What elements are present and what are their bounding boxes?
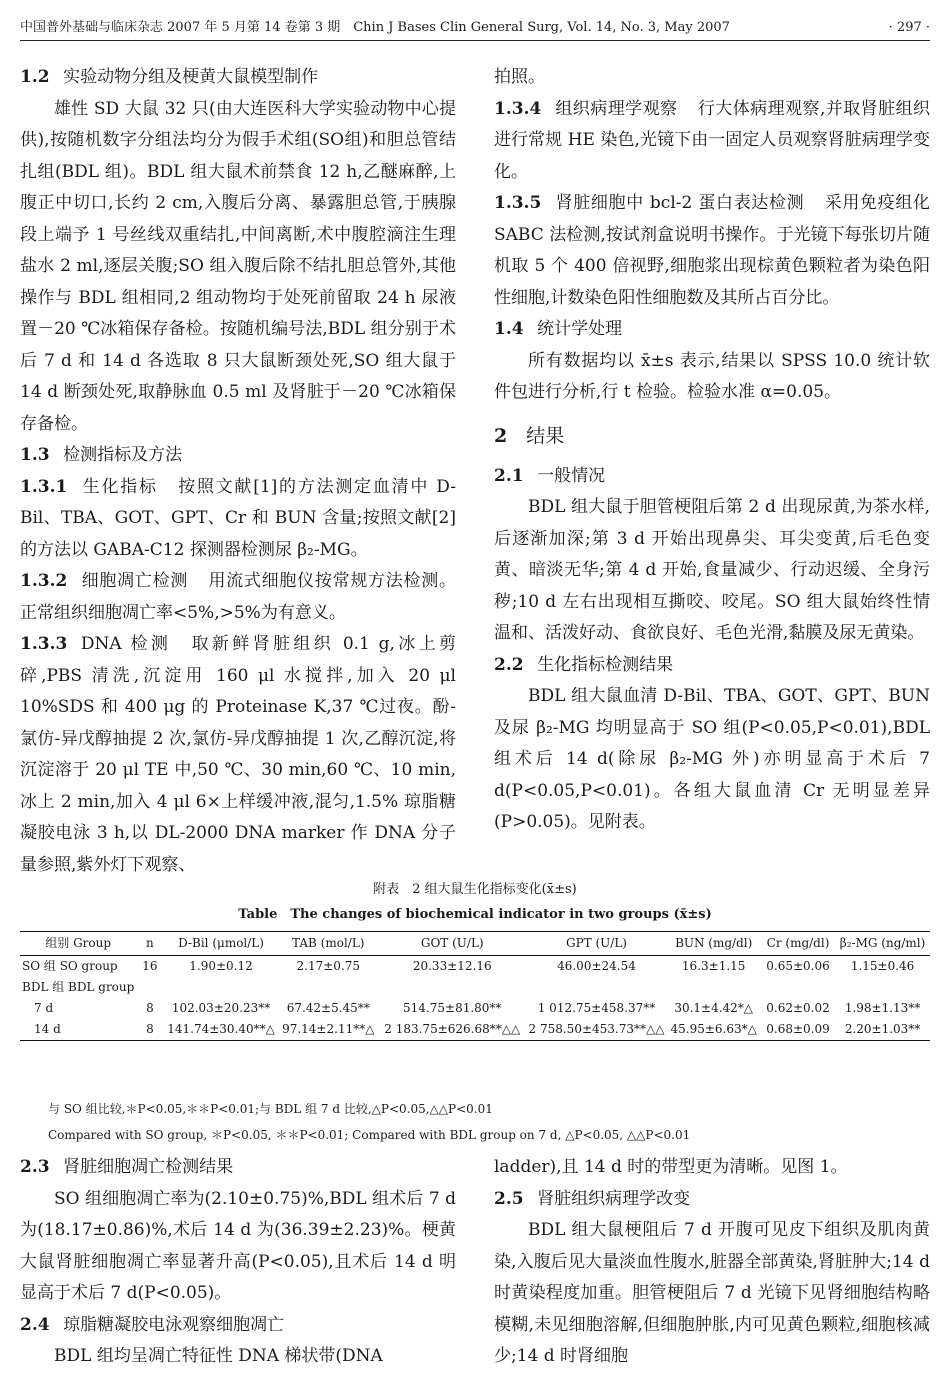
table-caption-cn: 附表 2 组大鼠生化指标变化(x̄±s) [373,882,577,897]
paragraph: 雄性 SD 大鼠 32 只(由大连医科大学实验动物中心提供),按随机数字分组法均分为假手术组(SO组)和胆总管结扎组(BDL 组)。BDL 组大鼠术前禁食 12 h,乙醚麻醉,上腹正中切口,长约 2 cm,入腹后分离、暴露胆总管,于胰腺段上端予 1 号丝线双重结扎,中间离断,术中腹腔滴注生理盐水 2 ml,逐层关腹;SO 组入腹后除不结扎胆总管外,其他操作与 BDL 组相同,2 组动物均于处死前留取 24 h 尿液置－20 ℃冰箱保存备检。按随机编号法,BDL 组分别于术后 7 d 和 14 d 各选取 8 只大鼠断颈处死,SO 组大鼠于 14 d 断颈处死,取静脉血 0.5 ml 及肾脏于－20 ℃冰箱保存备检。 [20,98,456,434]
table-cell: 0.68±0.09 [761,1019,835,1041]
section-heading [494,314,930,346]
table-cell: 8 [146,1001,154,1015]
table-cell: 1 012.75±458.37** [537,1001,656,1015]
section-heading [20,440,456,472]
section-number: 1.2 [20,67,50,87]
section-title: 实验动物分组及梗黄大鼠模型制作 [63,67,319,87]
section-number: 1.3.4 [494,98,542,119]
section-number: 1.3.1 [20,476,68,497]
paragraph: BDL 组大鼠血清 D-Bil、TBA、GOT、GPT、BUN 及尿 β₂-MG 均明显高于 SO 组(P<0.05,P<0.01),BDL 组术后 14 d(除尿 β₂-MG 外)亦明显高于术后 7 d(P<0.05,P<0.01)。各组大鼠血清 Cr 无明显差异(P>0.05)。见附表。 [494,686,930,832]
table-cell: 0.62±0.02 [766,1001,830,1015]
section-heading [494,1184,930,1216]
table-cell: 102.03±20.23** [171,1001,271,1015]
paragraph-continuation: 拍照。 [494,67,545,87]
column-left-bottom [20,1152,456,1373]
table-cell [279,977,378,998]
table-cell: 2 183.75±626.68**△△ [378,1019,527,1041]
table-cell: 514.75±81.80** [403,1001,502,1015]
section-number: 1.3.3 [20,634,68,654]
column-right-top [494,62,930,839]
paragraph: BDL 组大鼠于胆管梗阻后第 2 d 出现尿黄,为茶水样,后逐渐加深;第 3 d 开始出现鼻尖、耳尖变黄,后毛色变黄、暗淡无华;第 4 d 开始,食量减少、行动迟缓、全身污秽;10 d 左右出现相互撕咬、咬尾。SO 组大鼠始终性情温和、活泼好动、食欲良好、毛色光滑,黏膜及尿无黄染。 [494,497,930,643]
table-cell [666,977,760,998]
table-cell: 20.33±12.16 [412,959,492,973]
paragraph: BDL 组均呈凋亡特征性 DNA 梯状带(DNA [54,1346,383,1366]
column-header: GPT (U/L) [527,932,667,956]
subsection-paragraph [20,566,456,629]
paragraph: BDL 组大鼠梗阻后 7 d 开腹可见皮下组织及肌肉黄染,入腹后见大量淡血性腹水,脏器全部黄染,肾脏肿大;14 d 时黄染程度加重。胆管梗阻后 7 d 光镜下见肾细胞结构略模糊,未见细胞溶解,但细胞肿胀,内可见黄色颗粒,细胞核减少;14 d 时肾细胞 [494,1220,930,1366]
table-cell: 16 [142,959,158,973]
table-cell: 2.20±1.03** [835,1019,930,1041]
column-header: β₂-MG (ng/ml) [835,932,930,956]
subsection-text: 用流式细胞仪按常规方法检测。正常组织细胞凋亡率<5%,>5%为有意义。 [20,571,456,623]
section-number: 2.4 [20,1314,50,1335]
table-cell: 30.1±4.42*△ [674,1001,754,1015]
section-number: 2.2 [494,654,524,675]
section-number: 1.3 [20,445,50,465]
section-title: 检测指标及方法 [63,445,183,465]
column-header: Cr (mg/dl) [761,932,835,956]
column-header: BUN (mg/dl) [666,932,760,956]
section-title: 生化指标检测结果 [537,654,674,675]
subsection-paragraph [20,629,456,881]
section-number: 2.5 [494,1188,524,1209]
table-note-en: Compared with SO group, ＊P<0.05, ＊＊P<0.01; Compared with BDL group on 7 d, △P<0.05, △△P<0.01 [48,1128,691,1142]
table-cell [835,977,930,998]
table-cell: 16.3±1.15 [681,959,746,973]
table-row [20,956,930,978]
table-header-row [20,932,930,956]
table-cell [378,977,527,998]
paragraph: 所有数据均以 x̄±s 表示,结果以 SPSS 10.0 统计软件包进行分析,行 t 检验。检验水准 α=0.05。 [494,350,930,402]
table-cell: 97.14±2.11**△ [279,1019,378,1041]
column-left-top [20,62,456,881]
table-cell: 1.15±0.46 [850,959,915,973]
table-cell [136,977,163,998]
table-cell: 46.00±24.54 [557,959,636,973]
table-body [20,956,930,1041]
table-cell [164,977,279,998]
table-cell: BDL 组 BDL group [22,980,135,994]
column-header: 组别 Group [20,932,136,956]
table-cell: 2 758.50±453.73**△△ [527,1019,667,1041]
section-heading [20,1310,456,1342]
subsection-paragraph [494,188,930,314]
subsection-title: DNA 检测 [80,634,172,654]
table-row [20,1019,930,1041]
table-cell: 67.42±5.45** [286,1001,370,1015]
table-cell: 1.90±0.12 [189,959,253,973]
running-header [20,16,930,41]
table-cell [761,977,835,998]
section-title: 琼脂糖凝胶电泳观察细胞凋亡 [63,1314,285,1335]
table-cell: 2.17±0.75 [296,959,360,973]
table-cell: 141.74±30.40**△ [164,1019,279,1041]
section-title: 肾脏细胞凋亡检测结果 [63,1157,234,1177]
section-number: 2.1 [494,465,524,486]
section-title: 统计学处理 [537,319,623,339]
table-cell: SO 组 SO group [22,959,118,973]
subsection-text: 行大体病理观察,并取肾脏组织进行常规 HE 染色,光镜下由一固定人员观察肾脏病理学变化。 [494,98,931,182]
section-title: 肾脏组织病理学改变 [537,1188,691,1209]
major-heading [494,419,930,453]
section-number: 1.3.5 [494,193,542,213]
section-number: 1.4 [494,319,524,339]
subsection-text: 取新鲜肾脏组织 0.1 g,冰上剪碎,PBS 清洗,沉淀用 160 μl 水搅拌,加入 20 μl 10%SDS 和 400 μg 的 Proteinase K,37 ℃过夜。酚-氯仿-异戊醇抽提 2 次,氯仿-异戊醇抽提 1 次,乙醇沉淀,将沉淀溶于 20 μl TE 中,50 ℃、30 min,60 ℃、10 min,冰上 2 min,加入 4 μl 6×上样缓冲液,混匀,1.5% 琼脂糖凝胶电泳 3 h,以 DL-2000 DNA marker 作 DNA 分子量参照,紫外灯下观察、 [20,634,456,875]
section-number: 2.3 [20,1157,50,1177]
table-cell: 8 [136,1019,163,1041]
table-row [20,998,930,1019]
table-cell: 45.95±6.63*△ [666,1019,760,1041]
column-right-bottom [494,1152,930,1373]
page-number: · 297 · [888,20,930,35]
biochemical-indicator-table [20,931,930,1041]
paragraph: SO 组细胞凋亡率为(2.10±0.75)%,BDL 组术后 7 d 为(18.17±0.86)%,术后 14 d 为(36.39±2.23)%。梗黄大鼠肾脏细胞凋亡率显著升高(P<0.05),且术后 14 d 明显高于术后 7 d(P<0.05)。 [20,1188,456,1303]
subsection-paragraph [494,94,930,189]
table-row [20,977,930,998]
table-cell [527,977,667,998]
subsection-paragraph [20,472,456,567]
subsection-text: 采用免疫组化 SABC 法检测,按试剂盒说明书操作。于光镜下每张切片随机取 5 个 400 倍视野,细胞浆出现棕黄色颗粒者为染色阳性细胞,计数染色阳性细胞数及其所占百分比。 [494,193,930,308]
table-cell: 1.98±1.13** [844,1001,921,1015]
section-heading [20,1152,456,1184]
column-header: GOT (U/L) [378,932,527,956]
subsection-title: 组织病理学观察 [554,98,678,119]
column-header: TAB (mol/L) [279,932,378,956]
table-cell: 14 d [20,1019,136,1041]
section-number: 2 [494,424,508,447]
subsection-title: 生化指标 [80,476,158,497]
section-heading [494,650,930,682]
subsection-title: 细胞凋亡检测 [80,571,189,591]
column-header: D-Bil (μmol/L) [164,932,279,956]
subsection-title: 肾脏细胞中 bcl-2 蛋白表达检测 [554,193,805,213]
journal-citation: 中国普外基础与临床杂志 2007 年 5 月第 14 卷第 3 期 Chin J Bases Clin General Surg, Vol. 14, No. 3, May 2007 [20,20,730,35]
section-title: 一般情况 [537,465,606,486]
section-number: 1.3.2 [20,571,68,591]
section-title: 结果 [526,424,565,447]
table-cell: 0.65±0.06 [766,959,830,973]
subsection-text: 按照文献[1]的方法测定血清中 D-Bil、TBA、GOT、GPT、Cr 和 BUN 含量;按照文献[2]的方法以 GABA-C12 探测器检测尿 β₂-MG。 [20,476,456,560]
table-caption-en: Table The changes of biochemical indicator in two groups (x̄±s) [238,907,712,922]
table-note-cn: 与 SO 组比较,＊P<0.05,＊＊P<0.01;与 BDL 组 7 d 比较,△P<0.05,△△P<0.01 [48,1102,493,1116]
table-cell: 7 d [34,1001,54,1015]
paragraph-continuation: ladder),且 14 d 时的带型更为清晰。见图 1。 [494,1157,848,1177]
section-heading [494,461,930,493]
column-header: n [136,932,163,956]
section-heading [20,62,456,94]
